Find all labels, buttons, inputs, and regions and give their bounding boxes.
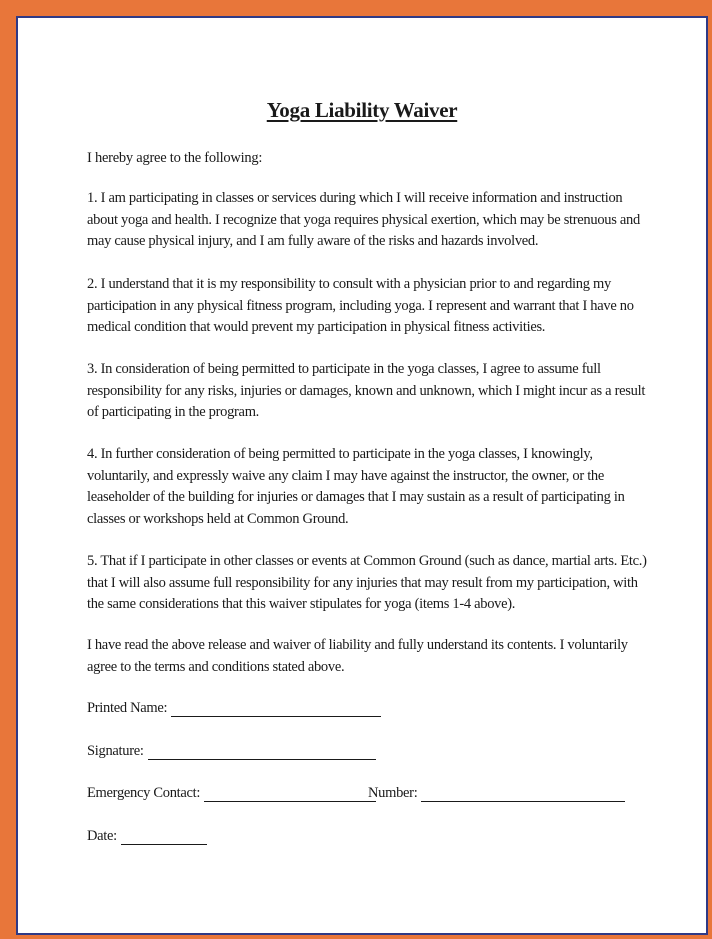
document-title-text: Yoga Liability Waiver (266, 98, 458, 122)
clause-5: 5. That if I participate in other classes or events at Common Ground (such as dance, martial arts. Etc.) that I will also assume full responsibility for any injuries that may result from my participation, with the same considerations that this waiver stipulates for yoga (items 1-4 above). (87, 553, 647, 612)
emergency-contact-field[interactable] (87, 785, 376, 802)
signature-label: Signature: (87, 743, 144, 759)
acknowledgement: I have read the above release and waiver of liability and fully understand its contents. I voluntarily agree to the terms and conditions stated above. (87, 637, 628, 675)
clause-1: 1. I am participating in classes or services during which I will receive information and instruction about yoga and health. I recognize that yoga requires physical exertion, which may be strenuous and may cause physical injury, and I am fully aware of the risks and hazards involved. (87, 190, 640, 249)
intro-text: I hereby agree to the following: (87, 150, 263, 166)
printed-name-line[interactable] (171, 702, 381, 717)
clause-2: 2. I understand that it is my responsibility to consult with a physician prior to and regarding my participation in any physical fitness program, including yoga. I represent and warrant that I have no medical condition that would prevent my participation in physical fitness activities. (87, 276, 634, 335)
printed-name-label: Printed Name: (87, 700, 168, 716)
inner-frame (16, 16, 708, 935)
printed-name-field[interactable] (87, 700, 381, 717)
date-field[interactable] (87, 828, 207, 845)
signature-line[interactable] (148, 745, 376, 760)
emergency-contact-line[interactable] (204, 787, 376, 802)
number-field[interactable] (368, 785, 625, 802)
emergency-contact-label: Emergency Contact: (87, 785, 201, 801)
signature-field[interactable] (87, 743, 376, 760)
clause-4: 4. In further consideration of being permitted to participate in the yoga classes, I knowingly, voluntarily, and expressly waive any claim I may have against the instructor, the owner, or the leaseholder of the building for injuries or damages that I may sustain as a result of participating in classes or workshops held at Common Ground. (87, 446, 625, 527)
date-label: Date: (87, 828, 117, 844)
clause-3: 3. In consideration of being permitted to participate in the yoga classes, I agree to assume full responsibility for any risks, injuries or damages, known and unknown, which I might incur as a result of participating in the program. (87, 361, 646, 420)
document-title (18, 98, 706, 123)
document-page (18, 18, 706, 933)
number-line[interactable] (421, 787, 625, 802)
date-line[interactable] (121, 830, 207, 845)
number-label: Number: (368, 785, 418, 801)
